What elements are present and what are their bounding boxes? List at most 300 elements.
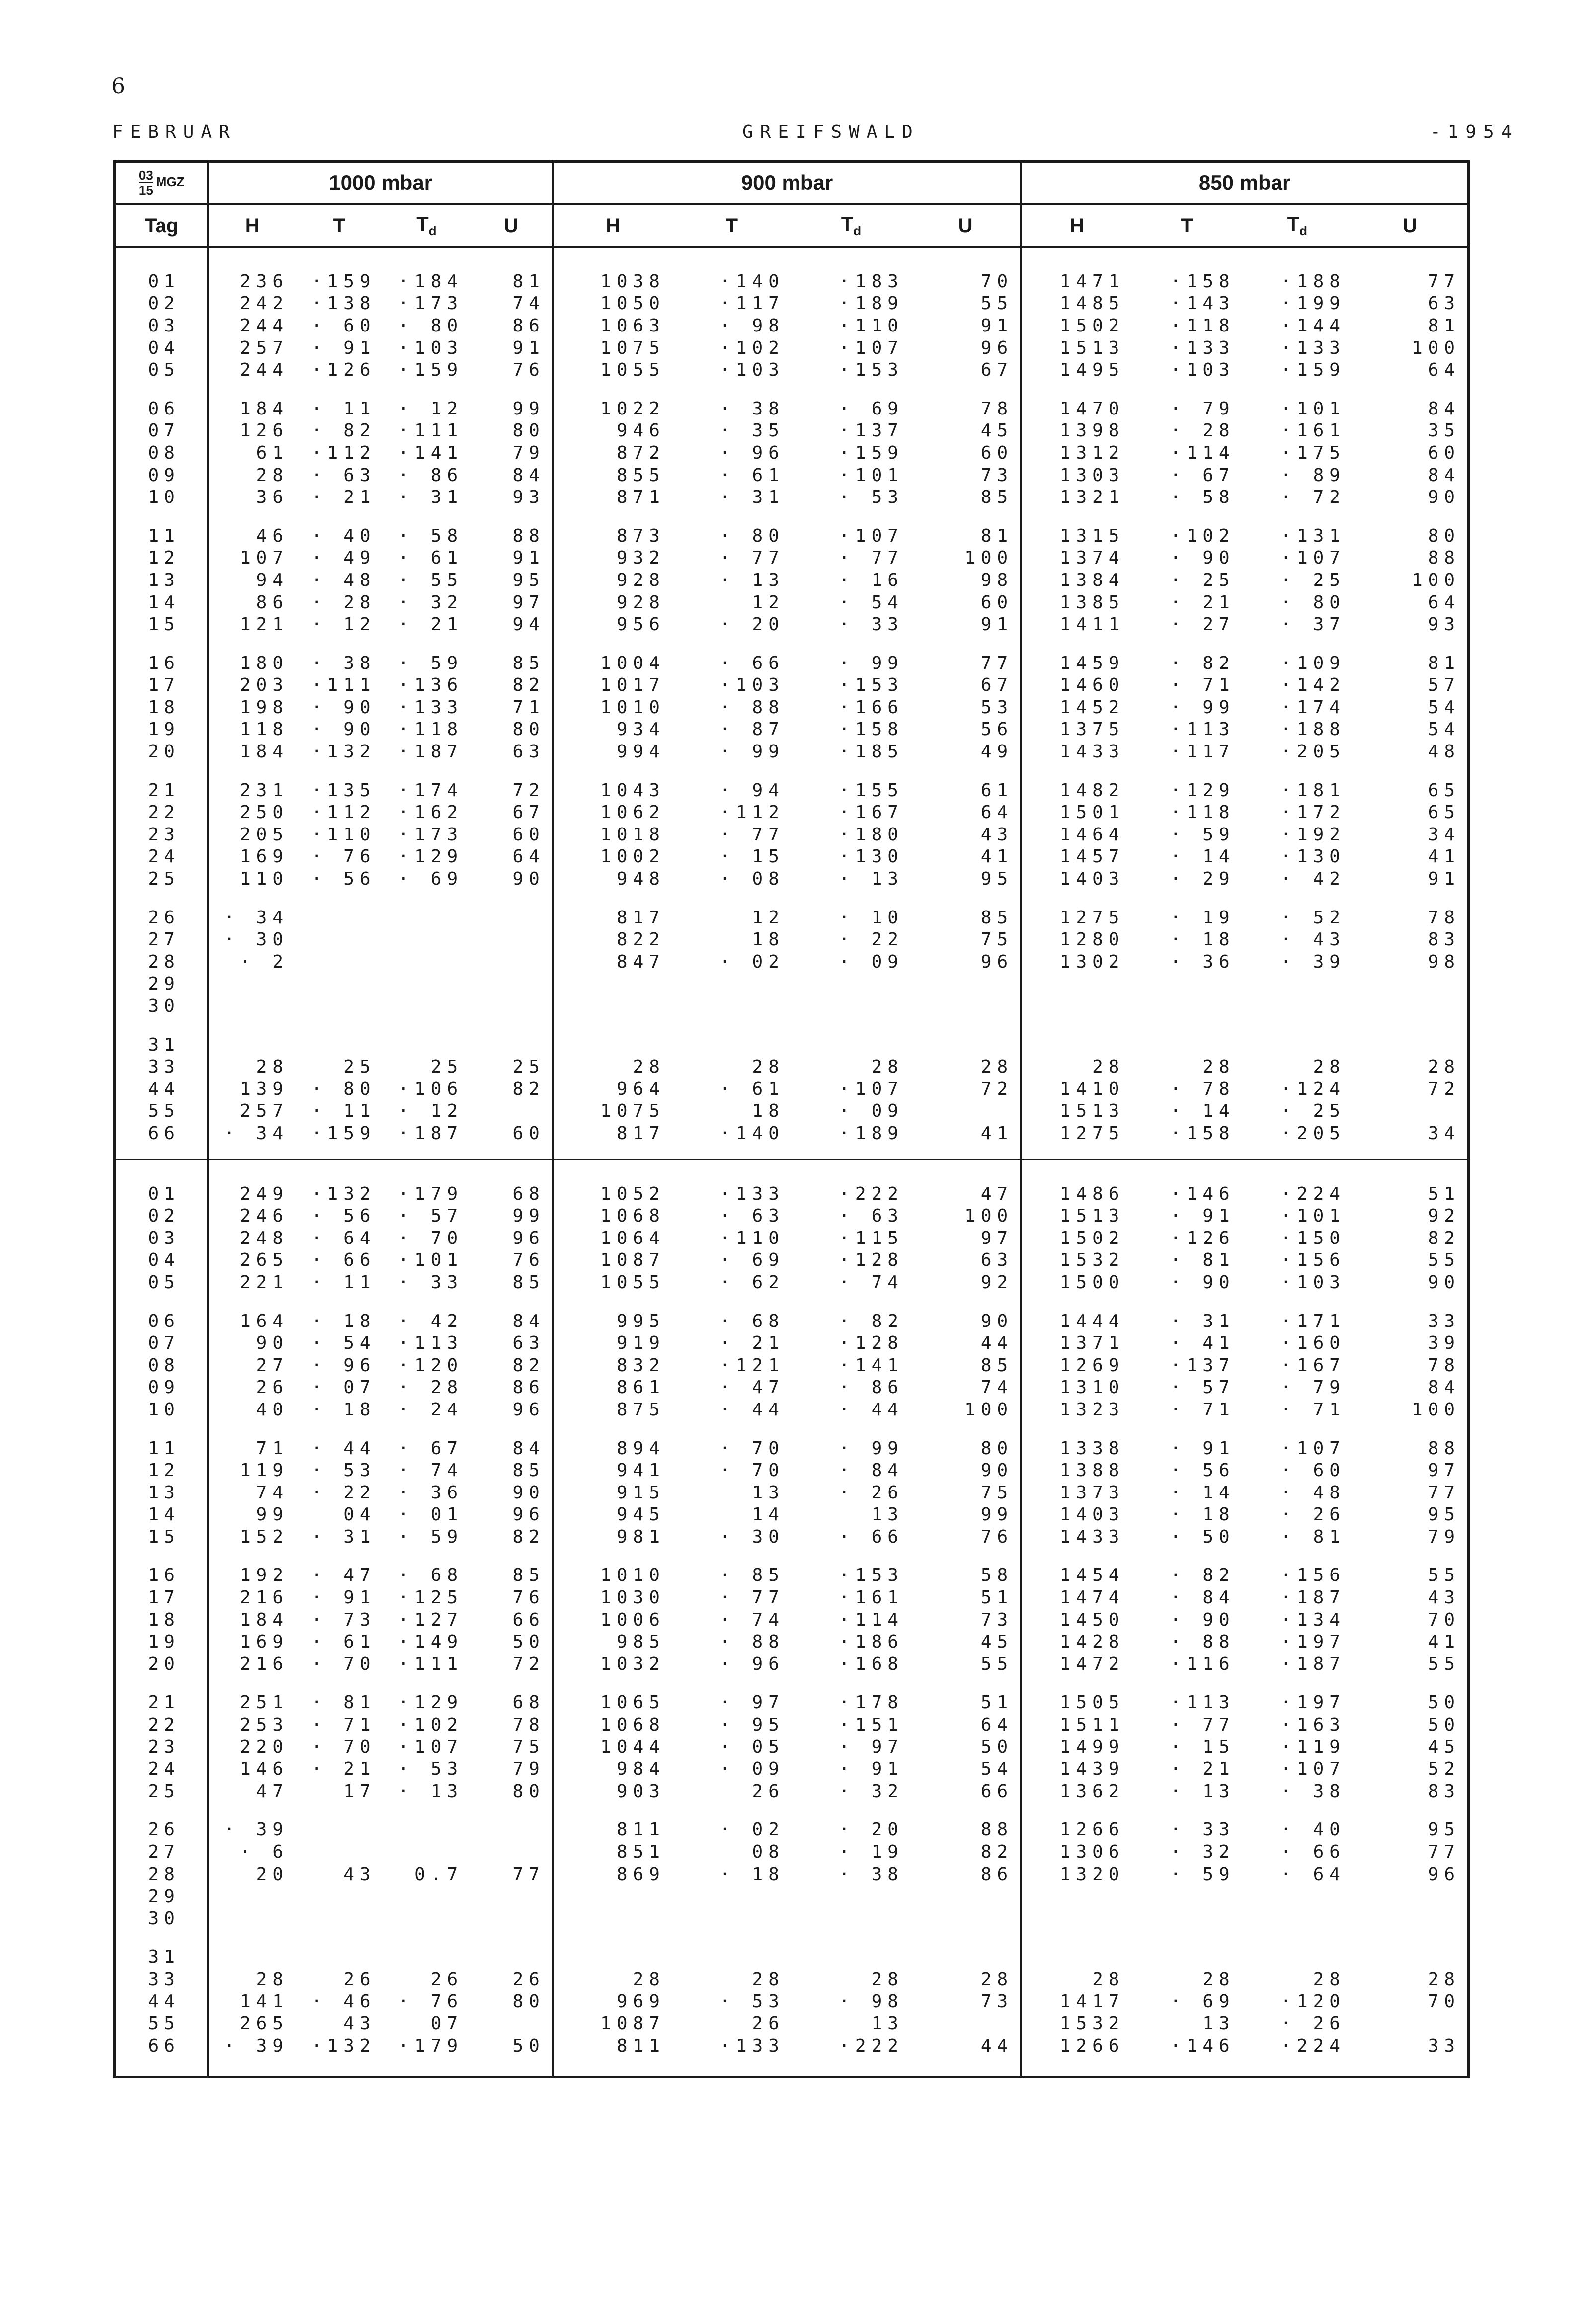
value-cell: 126	[208, 420, 296, 442]
value-cell: 45	[980, 420, 1014, 441]
value-cell: · 46	[311, 1991, 376, 2012]
value-cell: 84	[512, 1311, 545, 1331]
value-cell: · 66	[311, 1250, 376, 1271]
value-cell: ·118	[1170, 802, 1235, 823]
value-cell: · 69	[839, 398, 904, 419]
value-cell: ·113	[1170, 719, 1235, 740]
value-cell: · 88	[1170, 1632, 1235, 1653]
value-cell: ·179	[398, 2035, 464, 2056]
value-cell: 220	[208, 1736, 296, 1758]
day-cell: 13	[148, 570, 180, 590]
value-cell: · 21	[1170, 1759, 1235, 1780]
value-cell: 99	[512, 398, 545, 419]
value-cell: 915	[553, 1482, 672, 1504]
table-row	[115, 420, 1469, 442]
value-cell: 39	[1428, 1333, 1460, 1354]
block-top-spacer	[115, 1160, 1469, 1183]
table-row	[115, 591, 1469, 614]
value-cell: ·187	[1280, 1587, 1346, 1608]
table-row	[115, 696, 1469, 719]
value-cell: · 38	[719, 398, 785, 419]
value-cell: 1454	[1021, 1565, 1131, 1587]
value-cell: 74	[512, 293, 545, 314]
value-cell: · 99	[839, 1438, 904, 1459]
value-cell: 919	[553, 1332, 672, 1354]
value-cell: 811	[553, 1819, 672, 1841]
value-cell: 1320	[1021, 1863, 1131, 1886]
value-cell	[383, 973, 471, 995]
value-cell	[1242, 995, 1353, 1017]
value-cell: · 22	[311, 1482, 376, 1503]
day-cell: 29	[148, 974, 180, 994]
value-cell	[1353, 995, 1469, 1017]
value-cell: 50	[512, 1632, 545, 1653]
value-cell: 17	[343, 1781, 376, 1802]
value-cell: · 68	[719, 1311, 785, 1331]
value-cell: 13	[871, 2013, 904, 2034]
value-cell: 96	[512, 1504, 545, 1525]
value-cell: 964	[553, 1078, 672, 1100]
value-cell: 932	[553, 547, 672, 570]
value-cell: 55	[1428, 1654, 1460, 1674]
value-cell: ·181	[1280, 780, 1346, 801]
day-cell: 14	[148, 1504, 180, 1525]
value-cell: ·153	[839, 360, 904, 381]
value-cell: 83	[1428, 929, 1460, 950]
day-cell: 10	[148, 487, 180, 508]
value-cell: 246	[208, 1205, 296, 1227]
value-cell: · 26	[839, 1482, 904, 1503]
table-row	[115, 1205, 1469, 1227]
table-row	[115, 1482, 1469, 1504]
value-cell	[383, 1946, 471, 1969]
value-cell: 1052	[553, 1183, 672, 1205]
value-cell: · 33	[398, 1272, 464, 1293]
value-cell: · 21	[311, 487, 376, 508]
value-cell: · 56	[1170, 1460, 1235, 1481]
value-cell: 984	[553, 1758, 672, 1780]
table-row	[115, 907, 1469, 929]
value-cell: 869	[553, 1863, 672, 1886]
value-cell	[296, 973, 383, 995]
value-cell: 1410	[1021, 1078, 1131, 1100]
value-cell: 83	[1428, 1781, 1460, 1802]
value-cell: · 57	[1170, 1377, 1235, 1398]
value-cell: 45	[980, 1632, 1014, 1653]
value-cell: 50	[1428, 1715, 1460, 1736]
value-cell: 35	[1428, 420, 1460, 441]
block-end-spacer	[115, 2057, 1469, 2077]
value-cell: 164	[208, 1310, 296, 1332]
value-cell: · 6	[208, 1841, 296, 1863]
value-cell	[470, 951, 553, 973]
value-cell: ·199	[1280, 293, 1346, 314]
value-cell: · 71	[1170, 1399, 1235, 1420]
table-row	[115, 442, 1469, 464]
table-row	[115, 1399, 1469, 1421]
day-cell: 26	[148, 907, 180, 928]
value-cell: · 36	[398, 1482, 464, 1503]
value-cell: ·224	[1280, 2035, 1346, 2056]
value-cell: 244	[208, 359, 296, 381]
value-cell: 1044	[553, 1736, 672, 1758]
value-cell: · 98	[839, 1991, 904, 2012]
value-cell: 152	[208, 1526, 296, 1548]
day-cell: 19	[148, 719, 180, 740]
value-cell: 49	[980, 742, 1014, 762]
value-cell: 63	[1428, 293, 1460, 314]
value-cell: ·102	[719, 337, 785, 358]
value-cell: · 90	[1170, 1609, 1235, 1630]
value-cell: · 77	[719, 548, 785, 569]
value-cell: · 22	[839, 929, 904, 950]
value-cell: 28	[208, 464, 296, 487]
value-cell: ·160	[1280, 1333, 1346, 1354]
value-cell: 26	[752, 2013, 785, 2034]
value-cell: ·107	[839, 525, 904, 546]
value-cell: ·113	[1170, 1692, 1235, 1713]
table-row	[115, 1100, 1469, 1123]
value-cell	[383, 995, 471, 1017]
value-cell: · 44	[719, 1399, 785, 1420]
value-cell: · 99	[1170, 697, 1235, 718]
value-cell: · 02	[719, 1820, 785, 1840]
value-cell: 26	[343, 1969, 376, 1989]
value-cell: 77	[1428, 1482, 1460, 1503]
value-cell: ·128	[839, 1333, 904, 1354]
value-cell: 90	[1428, 1272, 1460, 1293]
value-cell: 48	[1428, 742, 1460, 762]
value-cell	[296, 907, 383, 929]
value-cell: 1511	[1021, 1714, 1131, 1736]
level-900-header: 900 mbar	[553, 162, 1021, 205]
value-cell: ·129	[1170, 780, 1235, 801]
day-cell: 20	[148, 742, 180, 762]
value-cell: 90	[980, 1311, 1014, 1331]
value-cell: 1050	[553, 293, 672, 315]
day-cell: 31	[148, 1947, 180, 1968]
value-cell: ·205	[1280, 742, 1346, 762]
value-cell: 934	[553, 719, 672, 741]
value-cell: 55	[980, 293, 1014, 314]
day-cell: 01	[148, 271, 180, 292]
value-cell: · 61	[311, 1632, 376, 1653]
value-cell: 44	[980, 2035, 1014, 2056]
value-cell: · 90	[311, 697, 376, 718]
value-cell	[1131, 1034, 1242, 1056]
value-cell: · 25	[1280, 1101, 1346, 1122]
page-number: 6	[111, 74, 125, 99]
value-cell: · 37	[1280, 614, 1346, 635]
table-row	[115, 398, 1469, 420]
value-cell: ·107	[1280, 1759, 1346, 1780]
value-cell	[1021, 995, 1131, 1017]
value-cell: ·115	[839, 1228, 904, 1248]
value-cell	[383, 1034, 471, 1056]
value-cell: · 77	[839, 548, 904, 569]
value-cell: · 80	[719, 525, 785, 546]
value-cell: ·101	[1280, 398, 1346, 419]
value-cell: ·135	[311, 780, 376, 801]
day-cell: 17	[148, 675, 180, 696]
value-cell: · 09	[839, 1101, 904, 1122]
value-cell: 82	[1428, 1228, 1460, 1248]
column-header-row	[115, 204, 1469, 247]
value-cell: · 30	[719, 1526, 785, 1547]
value-cell: 1499	[1021, 1736, 1131, 1758]
day-cell: 05	[148, 1272, 180, 1293]
value-cell: 90	[208, 1332, 296, 1354]
day-cell: 66	[148, 1123, 180, 1144]
value-cell: · 18	[311, 1311, 376, 1331]
value-cell: · 48	[1280, 1482, 1346, 1503]
value-cell: 43	[343, 2013, 376, 2034]
value-cell	[1021, 973, 1131, 995]
level-1000-header: 1000 mbar	[208, 162, 553, 205]
value-cell: 28	[1428, 1057, 1460, 1077]
value-cell: 82	[512, 1526, 545, 1547]
value-cell: 18	[752, 929, 785, 950]
value-cell: · 74	[719, 1609, 785, 1630]
day-cell: 21	[148, 780, 180, 801]
value-cell: 40	[208, 1399, 296, 1421]
value-cell	[1353, 1034, 1469, 1056]
value-cell: 28	[1202, 1057, 1235, 1077]
value-cell: · 18	[1170, 929, 1235, 950]
table-row	[115, 270, 1469, 293]
value-cell: 85	[980, 1355, 1014, 1376]
value-cell: 995	[553, 1310, 672, 1332]
value-cell: 93	[1428, 614, 1460, 635]
value-cell: · 32	[398, 592, 464, 613]
value-cell: ·132	[311, 1183, 376, 1204]
value-cell: 198	[208, 696, 296, 719]
value-cell: ·197	[1280, 1692, 1346, 1713]
value-cell: · 70	[311, 1737, 376, 1757]
value-cell: ·184	[398, 271, 464, 292]
value-cell: · 58	[398, 525, 464, 546]
h-header-1000: H	[208, 204, 296, 247]
value-cell: ·141	[839, 1355, 904, 1376]
table-row	[115, 1692, 1469, 1714]
table-row	[115, 1056, 1469, 1078]
value-cell: 36	[208, 486, 296, 508]
value-cell	[296, 1841, 383, 1863]
value-cell: ·153	[839, 1565, 904, 1586]
table-row	[115, 1437, 1469, 1460]
value-cell: ·162	[398, 802, 464, 823]
value-cell: · 28	[398, 1377, 464, 1398]
value-cell: 88	[1428, 548, 1460, 569]
value-cell: · 84	[1170, 1587, 1235, 1608]
value-cell: 82	[980, 1842, 1014, 1863]
value-cell: 1075	[553, 337, 672, 359]
value-cell: 81	[512, 271, 545, 292]
value-cell: 28	[208, 1968, 296, 1990]
value-cell	[792, 995, 911, 1017]
value-cell	[470, 1841, 553, 1863]
value-cell: · 59	[1170, 824, 1235, 845]
table-row	[115, 1034, 1469, 1056]
value-cell	[553, 1885, 672, 1907]
value-cell: 0.7	[414, 1864, 464, 1885]
value-cell	[911, 973, 1021, 995]
h-header-900: H	[553, 204, 672, 247]
value-cell: 1464	[1021, 824, 1131, 846]
value-cell: 07	[430, 2013, 464, 2034]
table-row	[115, 1780, 1469, 1803]
value-cell: · 91	[1170, 1206, 1235, 1227]
value-cell: ·153	[839, 675, 904, 696]
day-cell: 44	[148, 1078, 180, 1099]
value-cell: 57	[1428, 675, 1460, 696]
value-cell: 250	[208, 801, 296, 824]
t-header-900: T	[672, 204, 792, 247]
value-cell: ·133	[1280, 337, 1346, 358]
table-row	[115, 1609, 1469, 1631]
t-header-850: T	[1131, 204, 1242, 247]
value-cell	[208, 995, 296, 1017]
table-row	[115, 1183, 1469, 1205]
value-cell: 265	[208, 1249, 296, 1272]
value-cell: · 13	[719, 570, 785, 590]
value-cell: 28	[553, 1056, 672, 1078]
table-row	[115, 464, 1469, 487]
value-cell: 64	[1428, 592, 1460, 613]
value-cell: 96	[980, 337, 1014, 358]
day-cell: 23	[148, 824, 180, 845]
value-cell: ·167	[839, 802, 904, 823]
value-cell: · 12	[398, 1101, 464, 1122]
value-cell	[1131, 1946, 1242, 1969]
value-cell: · 21	[1170, 592, 1235, 613]
value-cell: 28	[980, 1969, 1014, 1989]
value-cell: 97	[1428, 1460, 1460, 1481]
table-row	[115, 1526, 1469, 1548]
value-cell: · 96	[719, 1654, 785, 1674]
value-cell: · 97	[719, 1692, 785, 1713]
value-cell	[296, 1034, 383, 1056]
value-cell: 54	[980, 1759, 1014, 1780]
value-cell: · 31	[719, 487, 785, 508]
value-cell	[1242, 1907, 1353, 1930]
value-cell: 99	[980, 1504, 1014, 1525]
value-cell: 1087	[553, 1249, 672, 1272]
value-cell: 76	[512, 360, 545, 381]
value-cell: · 99	[839, 653, 904, 673]
value-cell: ·113	[398, 1333, 464, 1354]
value-cell: · 53	[398, 1759, 464, 1780]
value-cell: · 52	[1280, 907, 1346, 928]
t-header-1000: T	[296, 204, 383, 247]
value-cell: 1532	[1021, 2012, 1131, 2035]
day-cell: 33	[148, 1057, 180, 1077]
value-cell: 95	[512, 570, 545, 590]
value-cell: ·109	[1280, 653, 1346, 673]
value-cell: · 70	[719, 1460, 785, 1481]
value-cell: ·111	[398, 1654, 464, 1674]
value-cell: 1315	[1021, 525, 1131, 547]
value-cell	[672, 973, 792, 995]
value-cell: ·161	[839, 1587, 904, 1608]
value-cell: · 05	[719, 1737, 785, 1757]
value-cell: 257	[208, 1100, 296, 1123]
value-cell: ·144	[1280, 315, 1346, 336]
value-cell: 77	[980, 653, 1014, 673]
value-cell: 956	[553, 613, 672, 636]
value-cell	[383, 928, 471, 951]
value-cell: · 96	[311, 1355, 376, 1376]
day-cell: 16	[148, 1565, 180, 1586]
value-cell: ·133	[398, 697, 464, 718]
value-cell: ·133	[719, 2035, 785, 2056]
value-cell: 28	[871, 1969, 904, 1989]
value-cell: · 71	[1170, 675, 1235, 696]
value-cell: 72	[512, 780, 545, 801]
value-cell	[383, 1841, 471, 1863]
day-cell: 04	[148, 337, 180, 358]
value-cell: 81	[1428, 653, 1460, 673]
value-cell: · 84	[839, 1460, 904, 1481]
value-cell: · 95	[719, 1715, 785, 1736]
value-cell: 1062	[553, 801, 672, 824]
value-cell: 20	[208, 1863, 296, 1886]
value-cell: · 67	[398, 1438, 464, 1459]
day-cell: 25	[148, 869, 180, 890]
value-cell: 95	[1428, 1504, 1460, 1525]
value-cell: 78	[1428, 907, 1460, 928]
value-cell: 70	[1428, 1609, 1460, 1630]
value-cell: 855	[553, 464, 672, 487]
table-row	[115, 1271, 1469, 1294]
value-cell: 13	[752, 1482, 785, 1503]
value-cell: ·103	[1170, 360, 1235, 381]
value-cell: 28	[1021, 1056, 1131, 1078]
value-cell: · 28	[1170, 420, 1235, 441]
value-cell: 26	[208, 1377, 296, 1399]
value-cell	[470, 1946, 553, 1969]
value-cell: · 41	[1170, 1333, 1235, 1354]
value-cell: 969	[553, 1990, 672, 2013]
value-cell: 1428	[1021, 1631, 1131, 1653]
value-cell: ·180	[839, 824, 904, 845]
table-row	[115, 359, 1469, 381]
value-cell: · 69	[1170, 1991, 1235, 2012]
value-cell: 1450	[1021, 1609, 1131, 1631]
value-cell: 146	[208, 1758, 296, 1780]
value-cell: · 11	[311, 1272, 376, 1293]
value-cell: 1375	[1021, 719, 1131, 741]
value-cell: · 15	[1170, 1737, 1235, 1757]
value-cell: ·173	[398, 293, 464, 314]
value-cell: 85	[512, 653, 545, 673]
value-cell: · 76	[311, 846, 376, 867]
value-cell: 63	[512, 742, 545, 762]
value-cell: 55	[1428, 1565, 1460, 1586]
value-cell	[1131, 995, 1242, 1017]
table-row	[115, 1310, 1469, 1332]
value-cell	[296, 995, 383, 1017]
block-top-spacer	[115, 247, 1469, 270]
value-cell: 873	[553, 525, 672, 547]
value-cell: 1063	[553, 315, 672, 337]
value-cell: · 33	[1170, 1820, 1235, 1840]
value-cell: ·103	[398, 337, 464, 358]
value-cell: ·118	[1170, 315, 1235, 336]
value-cell	[470, 995, 553, 1017]
value-cell: ·159	[311, 271, 376, 292]
value-cell: 894	[553, 1437, 672, 1460]
